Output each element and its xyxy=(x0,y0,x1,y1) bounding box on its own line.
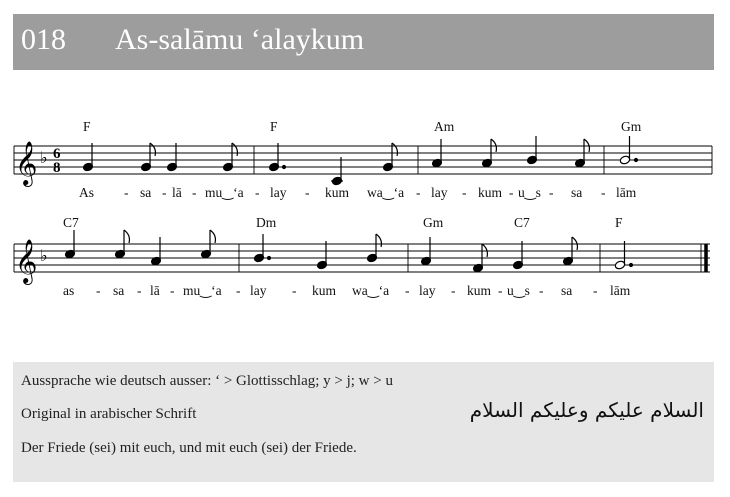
lyric-syllable: kum xyxy=(312,283,337,298)
lyric-syllable: wa‿‘a xyxy=(352,283,390,298)
arabic-text: السلام عليكم وعليكم السلام xyxy=(469,398,704,422)
lyric-hyphen: - xyxy=(593,283,598,298)
lyric-hyphen: - xyxy=(549,185,554,200)
lyric-hyphen: - xyxy=(305,185,310,200)
chord-symbol: Gm xyxy=(423,215,444,230)
lyric-hyphen: - xyxy=(170,283,175,298)
lyric-hyphen: - xyxy=(292,283,297,298)
song-title: As-salāmu ‘alaykum xyxy=(115,23,365,56)
chord-symbol: Gm xyxy=(621,119,642,134)
notes-panel xyxy=(13,362,714,482)
song-number: 018 xyxy=(21,23,66,56)
original-script-note: Original in arabischer Schrift xyxy=(21,406,197,422)
lyric-hyphen: - xyxy=(451,283,456,298)
lyric-hyphen: - xyxy=(162,185,167,200)
lyrics-row-2 xyxy=(63,283,631,298)
chords-row-1 xyxy=(83,119,642,134)
time-signature-bottom: 8 xyxy=(53,160,61,176)
lyric-syllable: sa xyxy=(561,283,573,298)
flat-key-signature-icon: ♭ xyxy=(40,148,48,167)
lyric-syllable: sa xyxy=(113,283,125,298)
lyric-hyphen: - xyxy=(192,185,197,200)
chords-row-2 xyxy=(63,215,623,230)
lyric-syllable: mu‿‘a xyxy=(183,283,222,298)
chord-symbol: F xyxy=(270,119,278,134)
chord-symbol: C7 xyxy=(63,215,79,230)
chord-symbol: Am xyxy=(434,119,455,134)
lyric-hyphen: - xyxy=(462,185,467,200)
lyric-syllable: kum xyxy=(467,283,492,298)
lyric-syllable: lām xyxy=(610,283,631,298)
lyric-syllable: kum xyxy=(325,185,350,200)
lyric-hyphen: - xyxy=(405,283,410,298)
lyric-syllable: sa xyxy=(571,185,583,200)
lyric-hyphen: - xyxy=(124,185,129,200)
lyric-syllable: lā xyxy=(172,185,182,200)
lyric-syllable: u‿s xyxy=(518,185,541,200)
treble-clef-icon: 𝄞 xyxy=(15,141,38,185)
lyric-hyphen: - xyxy=(96,283,101,298)
lyric-hyphen: - xyxy=(601,185,606,200)
lyric-syllable: wa‿‘a xyxy=(367,185,405,200)
treble-clef-icon: 𝄞 xyxy=(15,239,38,283)
flat-key-signature-icon: ♭ xyxy=(40,246,48,265)
lyric-hyphen: - xyxy=(137,283,142,298)
staff-row-1 xyxy=(14,146,712,174)
lyric-hyphen: - xyxy=(539,283,544,298)
lyric-syllable: lay xyxy=(250,283,267,298)
chord-symbol: Dm xyxy=(256,215,277,230)
lyric-hyphen: - xyxy=(416,185,421,200)
lyric-hyphen: - xyxy=(255,185,260,200)
chord-symbol: F xyxy=(615,215,623,230)
lyric-syllable: lay xyxy=(270,185,287,200)
pronunciation-note: Aussprache wie deutsch ausser: ‘ > Glottisschlag; y > j; w > u xyxy=(21,373,393,389)
lyric-hyphen: - xyxy=(236,283,241,298)
lyrics-row-1 xyxy=(79,185,637,200)
lyric-syllable: kum xyxy=(478,185,503,200)
translation-note: Der Friede (sei) mit euch, und mit euch (sei) der Friede. xyxy=(21,440,357,456)
lyric-hyphen: - xyxy=(509,185,514,200)
lyric-syllable: lay xyxy=(419,283,436,298)
chord-symbol: C7 xyxy=(514,215,530,230)
lyric-syllable: lay xyxy=(431,185,448,200)
lyric-syllable: sa xyxy=(140,185,152,200)
lyric-syllable: u‿s xyxy=(507,283,530,298)
lyric-syllable: lā xyxy=(150,283,160,298)
chord-symbol: F xyxy=(83,119,91,134)
lyric-syllable: as xyxy=(63,283,75,298)
time-signature-top: 6 xyxy=(53,146,61,162)
lyric-syllable: mu‿‘a xyxy=(205,185,244,200)
lyric-syllable: As xyxy=(79,185,95,200)
lyric-hyphen: - xyxy=(498,283,503,298)
notes-row-1 xyxy=(83,136,638,186)
lyric-syllable: lām xyxy=(616,185,637,200)
